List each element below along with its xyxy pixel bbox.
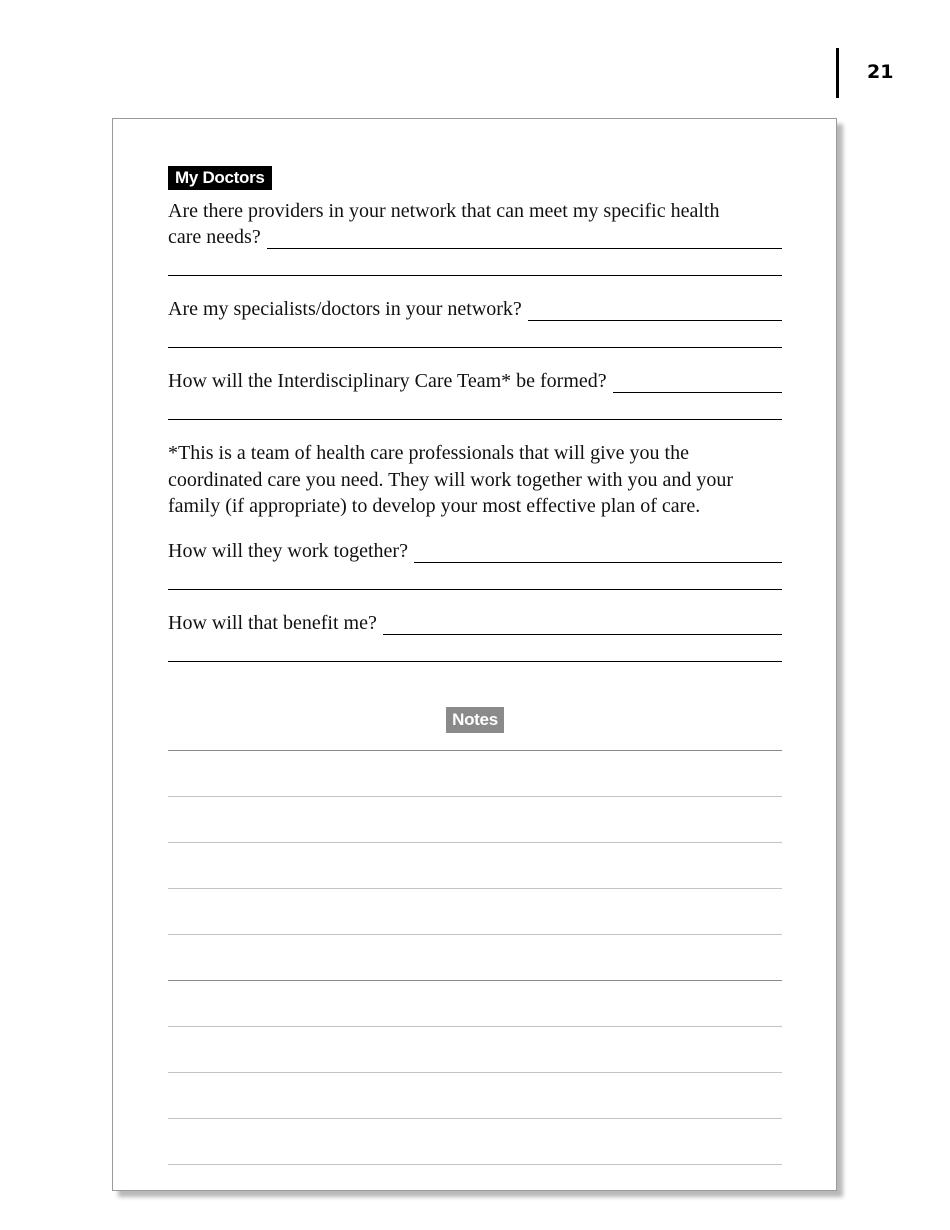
note-line[interactable]: [168, 736, 782, 751]
footnote-care-team: *This is a team of health care professionals that will give you the coordinated care you need. They will work together with you and your family (if appropriate) to develop your most effective plan of care.: [168, 442, 734, 517]
question-benefit: How will that benefit me?: [168, 611, 377, 634]
question-work-together-row: [168, 538, 782, 564]
notes-lines: [168, 736, 782, 1165]
answer-providers-extra-line[interactable]: [168, 250, 782, 276]
worksheet-content: [168, 164, 782, 1165]
question-care-team: How will the Interdisciplinary Care Team* be formed?: [168, 370, 607, 392]
note-line[interactable]: [168, 797, 782, 843]
page-number-rule: [836, 48, 839, 98]
question-specialists: Are my specialists/doctors in your network?: [168, 298, 522, 320]
note-line[interactable]: [168, 843, 782, 889]
question-benefit-row: [168, 610, 782, 636]
answer-specialists-field[interactable]: [528, 302, 782, 321]
note-line[interactable]: [168, 1027, 782, 1073]
question-providers-line2: care needs?: [168, 226, 261, 248]
worksheet-page: [112, 118, 837, 1191]
answer-care-team-extra-line[interactable]: [168, 394, 782, 420]
note-line[interactable]: [168, 935, 782, 981]
answer-specialists-extra-line[interactable]: [168, 322, 782, 348]
note-line[interactable]: [168, 1119, 782, 1165]
question-providers-row: [168, 224, 782, 250]
answer-care-team-field[interactable]: [613, 374, 782, 393]
page-number: 21: [867, 61, 894, 83]
note-line[interactable]: [168, 981, 782, 1027]
note-line[interactable]: [168, 889, 782, 935]
notes-header: [168, 706, 782, 732]
answer-benefit-extra-line[interactable]: [168, 636, 782, 662]
answer-benefit-field[interactable]: [383, 616, 782, 635]
note-line[interactable]: [168, 751, 782, 797]
answer-work-together-extra-line[interactable]: [168, 564, 782, 590]
note-line[interactable]: [168, 1073, 782, 1119]
question-specialists-row: [168, 296, 782, 322]
question-care-team-row: [168, 368, 782, 394]
notes-label: Notes: [446, 707, 504, 733]
question-providers-line1: Are there providers in your network that can meet my specific health: [168, 200, 720, 222]
question-work-together: How will they work together?: [168, 539, 408, 562]
answer-providers-field[interactable]: [267, 230, 782, 249]
section-label-my-doctors: My Doctors: [168, 166, 272, 190]
answer-work-together-field[interactable]: [414, 544, 782, 563]
